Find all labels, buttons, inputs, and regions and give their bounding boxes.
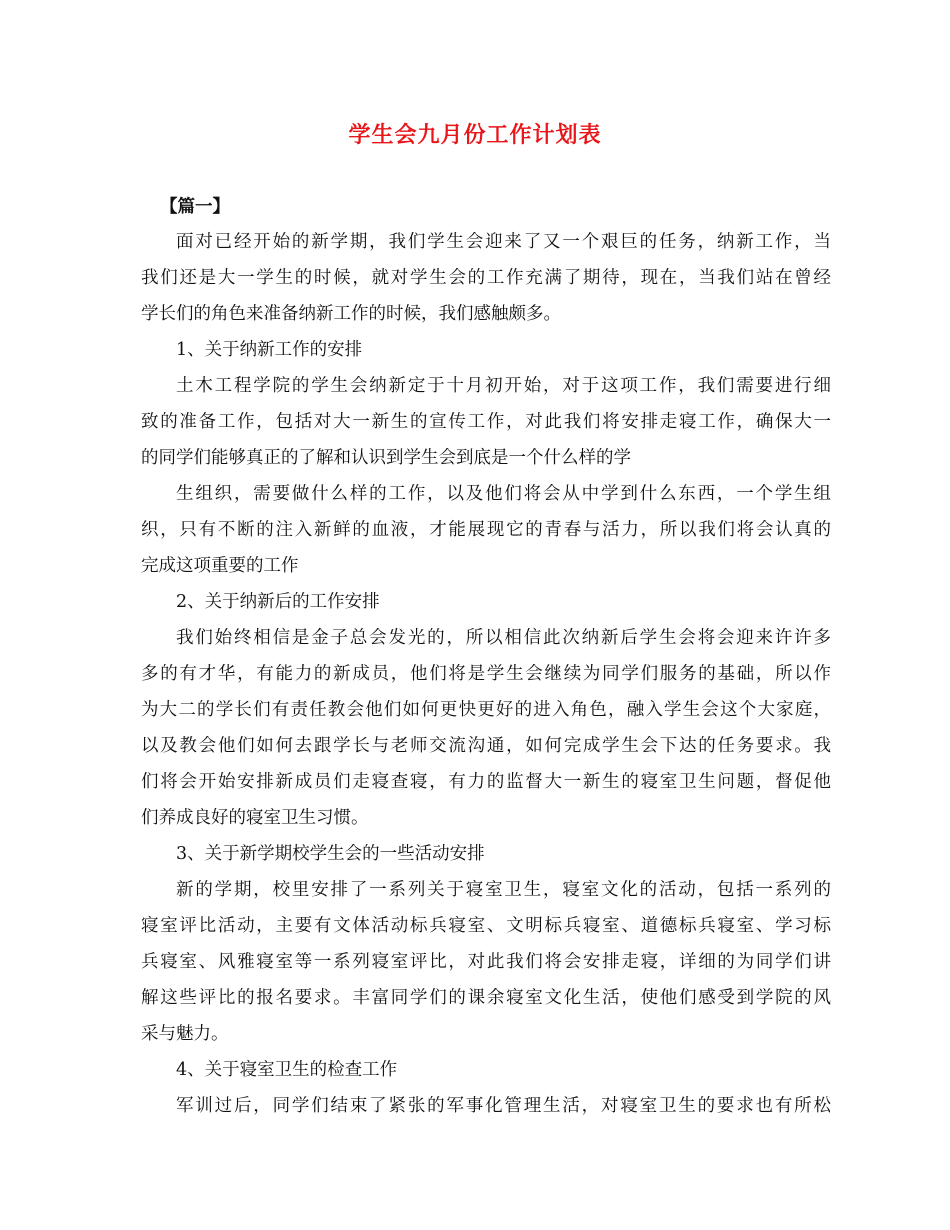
paragraph-line: 学长们的角色来准备纳新工作的时候，我们感触颇多。 (141, 304, 561, 324)
paragraph-line: 新的学期，校里安排了一系列关于寝室卫生，寝室文化的活动，包括一系列的 (176, 880, 831, 900)
section-heading: 4、关于寝室卫生的检查工作 (176, 1060, 398, 1080)
document-title: 学生会九月份工作计划表 (348, 122, 602, 148)
section-label: 【篇一】 (160, 197, 230, 217)
paragraph-line: 土木工程学院的学生会纳新定于十月初开始，对于这项工作，我们需要进行细 (176, 376, 831, 396)
paragraph-line: 采与魅力。 (141, 1024, 229, 1044)
section-heading: 3、关于新学期校学生会的一些活动安排 (176, 844, 485, 864)
paragraph-line: 兵寝室、风雅寝室等一系列寝室评比，对此我们将会安排走寝，详细的为同学们讲 (141, 952, 831, 972)
paragraph-line: 们将会开始安排新成员们走寝查寝，有力的监督大一新生的寝室卫生问题，督促他 (141, 772, 831, 792)
paragraph-line: 的同学们能够真正的了解和认识到学生会到底是一个什么样的学 (141, 448, 631, 468)
paragraph-line: 生组织，需要做什么样的工作，以及他们将会从中学到什么东西，一个学生组 (176, 484, 831, 504)
paragraph-line: 致的准备工作，包括对大一新生的宣传工作，对此我们将安排走寝工作，确保大一 (141, 412, 831, 432)
paragraph-line: 解这些评比的报名要求。丰富同学们的课余寝室文化生活，使他们感受到学院的风 (141, 988, 831, 1008)
paragraph-line: 寝室评比活动，主要有文体活动标兵寝室、文明标兵寝室、道德标兵寝室、学习标 (141, 916, 831, 936)
paragraph-line: 多的有才华，有能力的新成员，他们将是学生会继续为同学们服务的基础，所以作 (141, 664, 831, 684)
paragraph-line: 我们还是大一学生的时候，就对学生会的工作充满了期待，现在，当我们站在曾经 (141, 268, 831, 288)
paragraph-line: 我们始终相信是金子总会发光的，所以相信此次纳新后学生会将会迎来许许多 (176, 628, 831, 648)
paragraph-line: 以及教会他们如何去跟学长与老师交流沟通，如何完成学生会下达的任务要求。我 (141, 736, 831, 756)
section-heading: 2、关于纳新后的工作安排 (176, 592, 380, 612)
paragraph-line: 为大二的学长们有责任教会他们如何更快更好的进入角色，融入学生会这个大家庭， (141, 700, 831, 720)
paragraph-line: 面对已经开始的新学期，我们学生会迎来了又一个艰巨的任务，纳新工作，当 (176, 232, 831, 252)
paragraph-line: 完成这项重要的工作 (141, 556, 299, 576)
paragraph-line: 军训过后，同学们结束了紧张的军事化管理生活，对寝室卫生的要求也有所松 (176, 1096, 831, 1116)
paragraph-line: 们养成良好的寝室卫生习惯。 (141, 808, 369, 828)
section-heading: 1、关于纳新工作的安排 (176, 340, 363, 360)
paragraph-line: 织，只有不断的注入新鲜的血液，才能展现它的青春与活力，所以我们将会认真的 (141, 520, 831, 540)
